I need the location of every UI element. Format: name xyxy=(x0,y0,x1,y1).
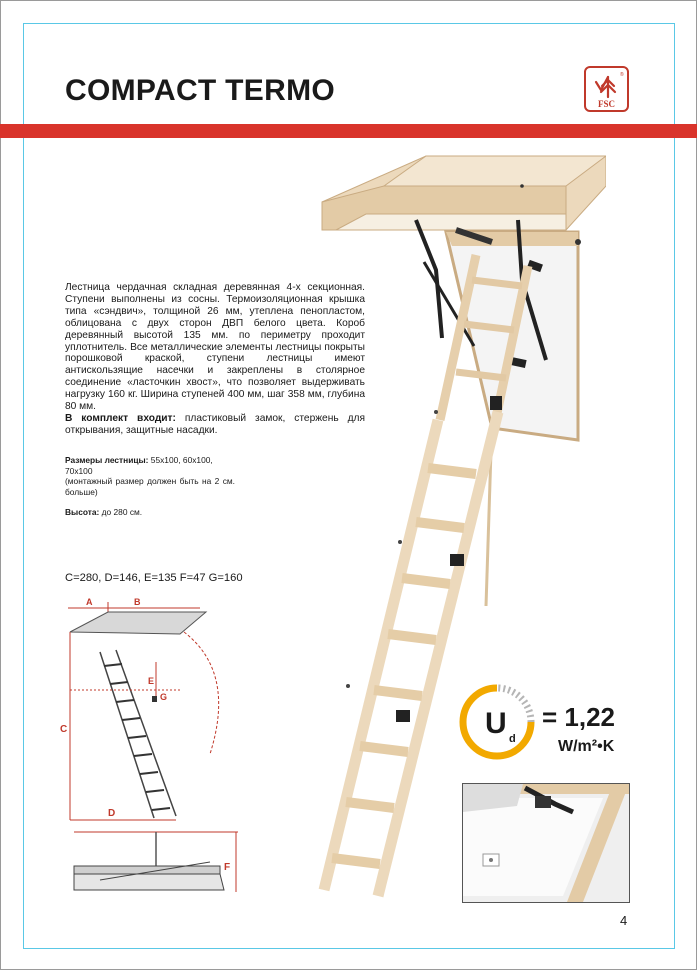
fsc-text: FSC xyxy=(597,99,616,109)
sizes-label: Размеры лестницы: xyxy=(65,455,149,465)
ud-value: = 1,22 xyxy=(542,702,616,732)
height-block xyxy=(65,507,245,518)
sizes-note: (монтажный размер должен быть на 2 см. больше) xyxy=(65,476,235,497)
kit-text: пластиковый замок, стержень для открывания, защитные насадки. xyxy=(65,412,365,436)
sizes-block xyxy=(65,455,245,497)
kit-label: В комплект входит: xyxy=(65,412,176,424)
label-f: F xyxy=(224,862,231,873)
ud-symbol: U xyxy=(485,707,507,740)
registered-mark: ® xyxy=(620,72,624,78)
header-red-band xyxy=(0,124,697,138)
label-c: C xyxy=(60,724,68,735)
label-b: B xyxy=(134,597,141,607)
inset-hatch-detail xyxy=(462,783,630,903)
fsc-logo xyxy=(584,66,629,112)
label-g: G xyxy=(160,692,168,702)
height-label: Высота: xyxy=(65,507,100,517)
dimension-diagram xyxy=(60,592,260,912)
label-e: E xyxy=(148,676,155,686)
description-paragraph: Лестница чердачная складная деревянная 4-х секционная. Ступени выполнены из сосны. Термоизоляционная крышка типа «сэндвич», толщиной 26 мм, утеплена пенопластом, облицована с двух сторон ДВП белого цвета. Короб деревянный высотой 135 мм. по периметру проходит уплотнитель. Все металлические элементы лестницы покрыты порошковой краской, ступени лестницы имеют антискользящие насечки и закреплены в столярное соединение «ласточкин хвост», что позволяет выдерживать нагрузку 160 кг. Ширина ступеней 400 мм, шаг 358 мм, глубина 80 мм. xyxy=(65,282,365,413)
ud-subscript: d xyxy=(509,733,516,745)
ud-unit: W/m²•K xyxy=(558,738,615,755)
label-d: D xyxy=(108,808,116,819)
sizes-value-2: 70x100 xyxy=(65,465,93,476)
label-a: A xyxy=(86,597,93,607)
height-value: до 280 см. xyxy=(99,507,143,517)
sizes-value: 55x100, 60x100, xyxy=(148,455,213,465)
dimensions-line: C=280, D=146, E=135 F=47 G=160 xyxy=(65,572,243,584)
page-title: COMPACT TERMO xyxy=(65,74,335,107)
page-number: 4 xyxy=(620,913,628,928)
